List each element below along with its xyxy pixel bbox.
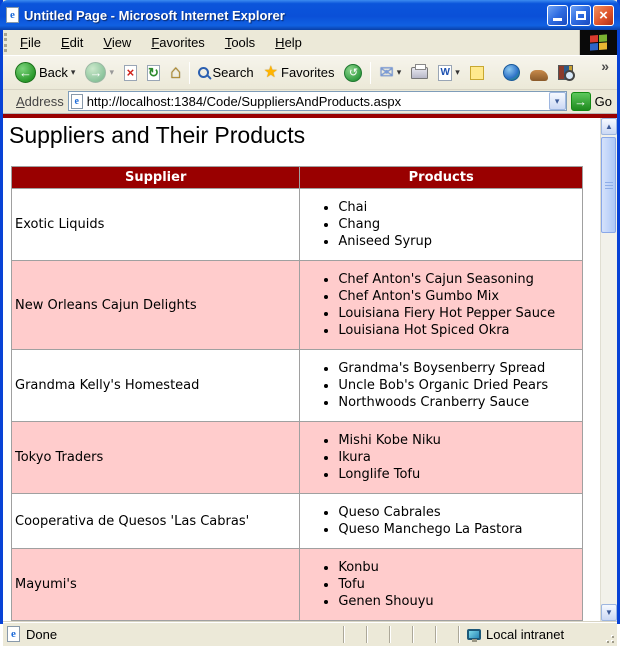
product-item: • Chef Anton's Gumbo Mix <box>338 288 582 305</box>
supplier-cell: Tokyo Traders <box>12 422 300 494</box>
toolbar-separator <box>189 62 190 84</box>
product-list <box>300 432 582 483</box>
products-cell <box>300 549 583 621</box>
address-url-text[interactable]: http://localhost:1384/Code/SuppliersAndProducts.aspx <box>86 93 402 109</box>
globe-search-icon[interactable] <box>503 64 520 81</box>
product-list <box>300 504 582 538</box>
home-icon: ⌂ <box>169 62 182 83</box>
product-item: • Mishi Kobe Niku <box>338 432 582 449</box>
mail-dropdown-icon[interactable]: ▾ <box>396 67 402 77</box>
product-list <box>300 360 582 411</box>
search-button[interactable] <box>193 58 258 88</box>
minimize-icon <box>553 18 562 21</box>
window-resize-grip[interactable] <box>603 622 617 646</box>
back-dropdown-icon[interactable]: ▾ <box>70 67 76 77</box>
table-row <box>12 422 583 494</box>
product-item: • Genen Shouyu <box>338 593 582 610</box>
title-bar <box>0 0 620 30</box>
product-item: • Queso Manchego La Pastora <box>338 521 582 538</box>
menu-grip-handle[interactable] <box>4 33 9 52</box>
product-item: • Grandma's Boysenberry Spread <box>338 360 582 377</box>
supplier-cell: New Orleans Cajun Delights <box>12 261 300 350</box>
word-icon: W <box>438 65 452 81</box>
print-button[interactable] <box>406 58 433 88</box>
security-zone-text: Local intranet <box>486 626 565 642</box>
addon-toolbar-icons <box>503 64 573 81</box>
product-item: • Longlife Tofu <box>338 466 582 483</box>
menu-view[interactable]: View <box>103 35 132 50</box>
back-button[interactable] <box>10 58 80 88</box>
table-row <box>12 549 583 621</box>
mail-icon: ✉ <box>379 63 394 82</box>
print-icon <box>411 67 428 79</box>
favorites-star-icon: ★ <box>263 63 278 81</box>
word-dropdown-icon[interactable]: ▾ <box>455 67 460 77</box>
scroll-up-button[interactable]: ▲ <box>601 118 617 135</box>
maximize-button[interactable] <box>570 5 591 26</box>
product-item: • Queso Cabrales <box>338 504 582 521</box>
status-pane <box>3 626 343 642</box>
edit-with-word-button[interactable] <box>433 58 465 88</box>
browser-viewport <box>3 118 617 621</box>
refresh-button[interactable] <box>142 58 165 88</box>
product-list <box>300 559 582 610</box>
supplier-cell: Exotic Liquids <box>12 189 300 261</box>
minimize-button[interactable] <box>547 5 568 26</box>
table-row <box>12 350 583 422</box>
product-item: • Uncle Bob's Organic Dried Pears <box>338 377 582 394</box>
table-row <box>12 261 583 350</box>
search-icon <box>198 67 209 78</box>
menu-tools[interactable]: Tools <box>224 35 256 50</box>
window-controls <box>547 5 614 26</box>
status-bar <box>3 621 617 646</box>
menu-edit[interactable]: Edit <box>60 35 84 50</box>
forward-button[interactable] <box>80 58 119 88</box>
products-cell <box>300 350 583 422</box>
address-input[interactable] <box>68 91 567 111</box>
products-cell <box>300 189 583 261</box>
favorites-button[interactable] <box>259 58 340 88</box>
product-item: • Chai <box>338 199 582 216</box>
toolbar-overflow-chevron[interactable]: » <box>601 58 609 74</box>
page-title: Suppliers and Their Products <box>9 122 306 148</box>
products-column-header: Products <box>300 167 583 189</box>
product-item: • Chang <box>338 216 582 233</box>
notes-button[interactable] <box>465 58 489 88</box>
back-label: Back <box>39 65 68 80</box>
product-item: • Ikura <box>338 449 582 466</box>
status-mini-pane <box>412 626 435 643</box>
products-cell <box>300 422 583 494</box>
standard-toolbar <box>3 56 617 90</box>
menu-items <box>10 30 579 55</box>
history-icon: ↺ <box>344 64 362 82</box>
supplier-cell: Mayumi's <box>12 549 300 621</box>
animal-icon[interactable] <box>530 70 548 81</box>
status-page-icon: e <box>7 626 20 642</box>
status-text: Done <box>26 626 58 642</box>
product-item: • Konbu <box>338 559 582 576</box>
products-cell <box>300 494 583 549</box>
mail-button[interactable] <box>374 58 406 88</box>
address-label: Address <box>16 93 64 109</box>
menu-favorites[interactable]: Favorites <box>151 35 205 50</box>
go-label: Go <box>594 93 612 109</box>
suppliers-table <box>11 166 583 621</box>
windows-logo-throbber <box>579 30 617 55</box>
menu-help[interactable]: Help <box>275 35 302 50</box>
scrollbar-track[interactable] <box>601 135 617 604</box>
product-item: • Louisiana Fiery Hot Pepper Sauce <box>338 305 582 322</box>
forward-icon: → <box>85 62 106 83</box>
vertical-scrollbar[interactable] <box>600 118 617 621</box>
refresh-icon: ↻ <box>148 65 159 80</box>
maximize-icon <box>576 11 586 20</box>
product-item: • Aniseed Syrup <box>338 233 582 250</box>
url-page-icon: e <box>71 94 83 109</box>
table-row <box>12 494 583 549</box>
ie-page-icon: e <box>6 7 19 23</box>
menu-bar <box>3 30 617 56</box>
status-mini-pane <box>366 626 389 643</box>
stop-icon: × <box>124 65 137 81</box>
window-title: Untitled Page - Microsoft Internet Explorer <box>24 7 285 23</box>
status-mini-pane <box>435 626 458 643</box>
book-search-icon[interactable] <box>558 65 573 80</box>
close-button[interactable]: × <box>593 5 614 26</box>
search-label: Search <box>212 65 254 80</box>
forward-dropdown-icon: ▾ <box>109 67 114 77</box>
go-button[interactable]: → <box>571 92 591 111</box>
security-zone-pane <box>458 626 603 643</box>
product-item: • Chef Anton's Cajun Seasoning <box>338 271 582 288</box>
home-button[interactable] <box>165 58 186 88</box>
history-button[interactable] <box>339 58 367 88</box>
status-mini-pane <box>343 626 366 643</box>
address-bar <box>3 90 617 113</box>
product-list <box>300 271 582 339</box>
suppliers-table-body <box>12 189 583 621</box>
product-item: • Louisiana Hot Spiced Okra <box>338 322 582 339</box>
table-row <box>12 189 583 261</box>
address-dropdown-button[interactable]: ▾ <box>549 92 566 110</box>
scroll-down-button[interactable]: ▼ <box>601 604 617 621</box>
favorites-label: Favorites <box>281 65 335 80</box>
menu-file[interactable]: File <box>20 35 41 50</box>
product-item: • Northwoods Cranberry Sauce <box>338 394 582 411</box>
supplier-cell: Grandma Kelly's Homestead <box>12 350 300 422</box>
status-mini-pane <box>389 626 412 643</box>
products-cell <box>300 261 583 350</box>
note-icon <box>470 66 484 80</box>
web-page <box>3 118 600 621</box>
back-icon: ← <box>15 62 36 83</box>
supplier-column-header: Supplier <box>12 167 300 189</box>
stop-button[interactable] <box>119 58 142 88</box>
scrollbar-thumb[interactable] <box>601 137 616 233</box>
product-list <box>300 199 582 250</box>
toolbar-separator <box>370 62 371 84</box>
windows-flag-icon <box>590 34 607 50</box>
table-header-row <box>12 167 583 189</box>
local-intranet-icon <box>467 629 481 640</box>
product-item: • Tofu <box>338 576 582 593</box>
supplier-cell: Cooperativa de Quesos 'Las Cabras' <box>12 494 300 549</box>
